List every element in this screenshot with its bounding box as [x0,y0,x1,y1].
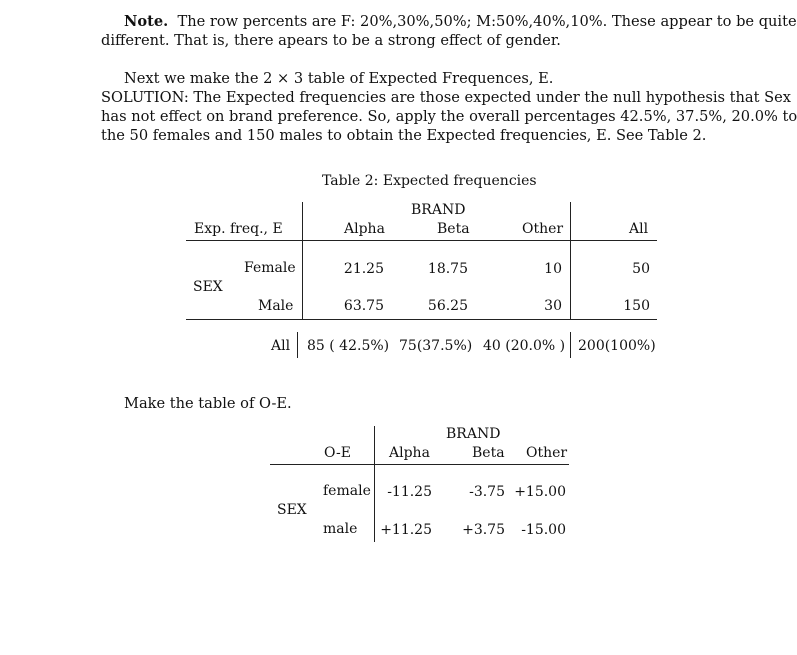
table2-cell: 18.75 [427,261,468,277]
table2-header-rule [186,240,657,241]
oe-cell: -11.25 [387,484,432,500]
note-line-2: different. That is, there apears to be a strong effect of gender. [101,32,561,49]
table2-row-female-label: Female [244,260,296,276]
table2-cell: 50 [632,261,650,277]
table2-body-rule [186,319,657,320]
note-text: The row percents are F: 20%,30%,50%; M:50%,40%,10%. These appear to be quite [177,13,797,30]
oe-row-female-label: female [323,483,371,499]
oe-row-male-label: male [323,521,358,537]
table2-col-other: Other [522,221,564,237]
oe-cell: -3.75 [469,484,505,500]
table2-cell: 30 [544,298,562,314]
solution-line-2: has not effect on brand preference. So, apply the overall percentages 42.5%, 37.5%, 20.0% to [101,108,797,125]
solution-line-1: SOLUTION: The Expected frequencies are those expected under the null hypothesis that Sex [101,89,792,106]
oe-cell: +15.00 [514,484,566,500]
table2-col-alpha: Alpha [344,221,385,237]
note-label: Note. [124,13,169,30]
oe-col-beta: Beta [472,445,505,461]
oe-header-rule [270,464,569,465]
table2-cell: 56.25 [427,298,468,314]
table2-total-label: All [271,338,291,354]
next-line-1: Next we make the 2 × 3 table of Expected Frequences, E. [124,70,554,87]
table2-cell: 21.25 [343,261,384,277]
table2-vrule-right [570,202,571,319]
oe-cell: -15.00 [521,522,566,538]
table2-total-cell: 85 ( 42.5%) [307,338,390,354]
table2-cell: 10 [544,261,562,277]
table2-col-all: All [629,221,649,237]
table2-total-cell: 200(100%) [578,338,656,354]
table2-brand-header: BRAND [411,202,466,218]
table2-total-cell: 40 (20.0% ) [483,338,566,354]
oe-cell: +11.25 [380,522,432,538]
oe-cell: +3.75 [462,522,505,538]
oe-vrule [374,426,375,542]
table2-total-cell: 75(37.5%) [399,338,473,354]
oe-brand-header: BRAND [446,426,501,442]
table2-row-male-label: Male [258,298,294,314]
oe-col-alpha: Alpha [389,445,430,461]
solution-line-3: the 50 females and 150 males to obtain the Expected frequencies, E. See Table 2. [101,127,707,144]
table2-cell: 63.75 [343,298,384,314]
table2-total-vrule-left [297,332,298,358]
table2-caption: Table 2: Expected frequencies [322,173,537,189]
table2-row-group-sex: SEX [193,279,223,295]
table2-cell: 150 [623,298,650,314]
table2-corner-label: Exp. freq., E [194,221,283,237]
note-line-1 [124,12,797,31]
oe-corner-label: O-E [324,445,351,461]
table2-col-beta: Beta [437,221,470,237]
oe-row-group-sex: SEX [277,502,307,518]
table2-vrule-left [302,202,303,319]
oe-col-other: Other [526,445,568,461]
oe-intro: Make the table of O-E. [124,395,292,412]
table2-total-vrule-right [570,332,571,358]
